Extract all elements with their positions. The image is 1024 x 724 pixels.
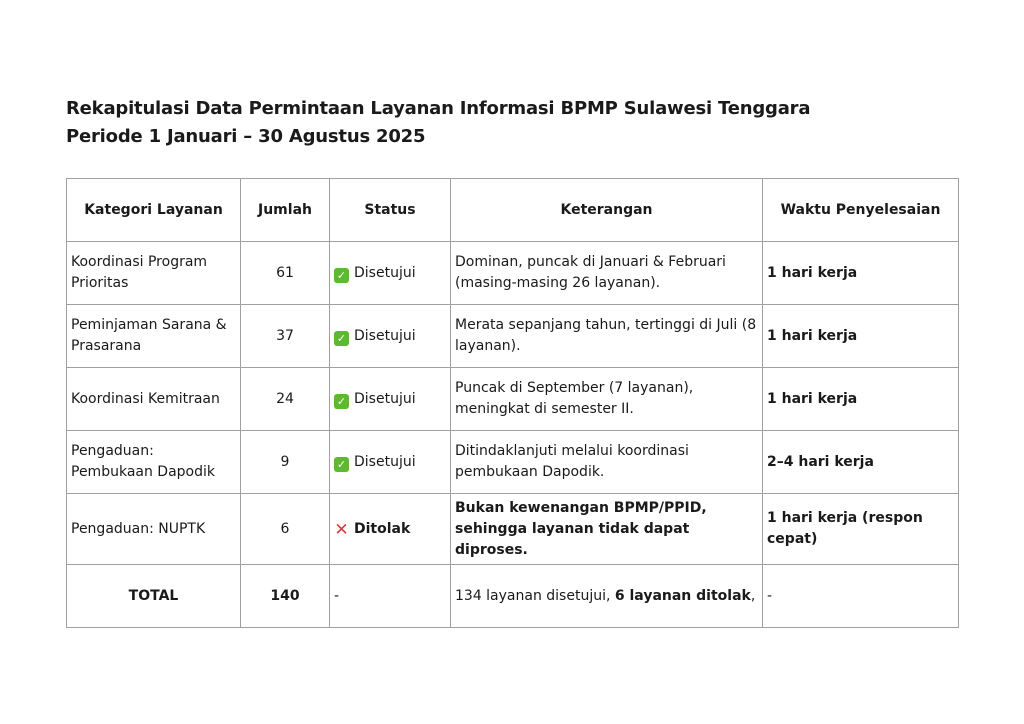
table-row: [67, 305, 959, 368]
header-keterangan: Keterangan: [451, 179, 763, 242]
total-row: [67, 565, 959, 628]
cell-status: [330, 305, 451, 368]
table-row: [67, 242, 959, 305]
total-keterangan-tail: ,: [750, 587, 756, 604]
check-icon: ✓: [334, 394, 349, 409]
status-label: Ditolak: [354, 520, 411, 537]
cell-kategori: Peminjaman Sarana & Prasarana: [67, 305, 241, 368]
cell-jumlah: 6: [241, 494, 330, 565]
cell-keterangan: Dominan, puncak di Januari & Februari (masing-masing 26 layanan).: [451, 242, 763, 305]
cell-status: [330, 431, 451, 494]
total-keterangan: [451, 565, 763, 628]
cell-waktu: 1 hari kerja: [763, 242, 959, 305]
table-row: [67, 494, 959, 565]
cell-status: [330, 242, 451, 305]
status-label: Disetujui: [354, 390, 416, 407]
header-status: Status: [330, 179, 451, 242]
table-row: [67, 431, 959, 494]
cell-kategori: Koordinasi Kemitraan: [67, 368, 241, 431]
cell-jumlah: 37: [241, 305, 330, 368]
cell-waktu: 2–4 hari kerja: [763, 431, 959, 494]
status-label: Disetujui: [354, 453, 416, 470]
table-row: [67, 368, 959, 431]
cell-keterangan: Puncak di September (7 layanan), meningkat di semester II.: [451, 368, 763, 431]
status-label: Disetujui: [354, 264, 416, 281]
cell-keterangan: Bukan kewenangan BPMP/PPID, sehingga layanan tidak dapat diproses.: [451, 494, 763, 565]
cell-keterangan: Ditindaklanjuti melalui koordinasi pembukaan Dapodik.: [451, 431, 763, 494]
cell-jumlah: 24: [241, 368, 330, 431]
total-jumlah: 140: [241, 565, 330, 628]
title-line-2: Periode 1 Januari – 30 Agustus 2025: [66, 126, 426, 147]
status-label: Disetujui: [354, 327, 416, 344]
cell-kategori: Koordinasi Program Prioritas: [67, 242, 241, 305]
table-header-row: [67, 179, 959, 242]
total-label: TOTAL: [67, 565, 241, 628]
cell-waktu: 1 hari kerja (respon cepat): [763, 494, 959, 565]
cell-kategori: Pengaduan: NUPTK: [67, 494, 241, 565]
total-status: -: [330, 565, 451, 628]
cell-jumlah: 61: [241, 242, 330, 305]
cell-status: [330, 368, 451, 431]
check-icon: ✓: [334, 331, 349, 346]
title-line-1: Rekapitulasi Data Permintaan Layanan Informasi BPMP Sulawesi Tenggara: [66, 98, 811, 119]
header-jumlah: Jumlah: [241, 179, 330, 242]
header-waktu: Waktu Penyelesaian: [763, 179, 959, 242]
cell-jumlah: 9: [241, 431, 330, 494]
total-keterangan-bold: 6 layanan ditolak: [614, 587, 751, 604]
total-keterangan-normal: 134 layanan disetujui,: [455, 587, 615, 604]
cell-keterangan: Merata sepanjang tahun, tertinggi di Juli (8 layanan).: [451, 305, 763, 368]
x-icon: ✕: [334, 519, 349, 540]
check-icon: ✓: [334, 457, 349, 472]
check-icon: ✓: [334, 268, 349, 283]
cell-waktu: 1 hari kerja: [763, 368, 959, 431]
cell-status: [330, 494, 451, 565]
recap-table: [66, 178, 959, 628]
document-title: [66, 95, 810, 151]
total-waktu: -: [763, 565, 959, 628]
cell-kategori: Pengaduan: Pembukaan Dapodik: [67, 431, 241, 494]
cell-waktu: 1 hari kerja: [763, 305, 959, 368]
header-kategori: Kategori Layanan: [67, 179, 241, 242]
